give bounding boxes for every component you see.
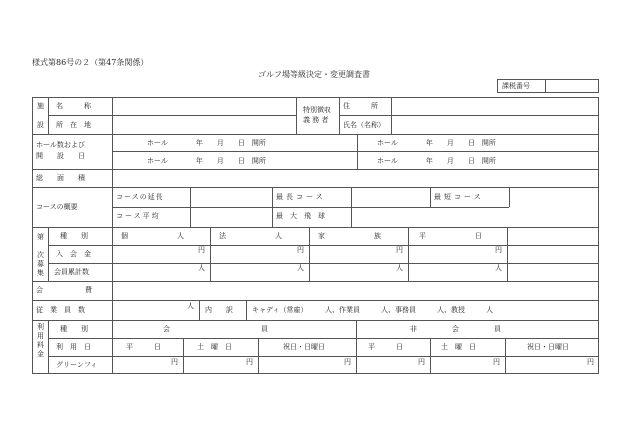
- fee-yen-4: 円: [495, 246, 502, 254]
- total-person-1: 人: [198, 264, 205, 272]
- member-holiday: 祝日・日曜日: [283, 343, 325, 351]
- total-person-3: 人: [396, 264, 403, 272]
- green-fee-yen-3: 円: [344, 358, 351, 366]
- special-collector-label-2: 義 務 者: [303, 116, 329, 124]
- entry-fee-label: 入 会 金: [56, 250, 91, 258]
- form-number: 様式第86号の２（第47条関係）: [32, 58, 149, 67]
- form-frame: [32, 97, 599, 374]
- opening-date-label: 開 設 日: [36, 152, 85, 160]
- address-label: 住 所: [343, 102, 378, 110]
- member-column-label: 会 員: [163, 325, 268, 333]
- person-name-label: 氏名（名称）: [343, 121, 385, 129]
- dues-label: 会 費: [36, 286, 92, 294]
- nonmember-weekday: 平 日: [368, 343, 403, 351]
- fee-yen-1: 円: [198, 246, 205, 254]
- membership-side-label-3: 募: [37, 260, 44, 268]
- member-type-family: 家 族: [318, 232, 381, 240]
- special-collector-label: 特別徴収: [303, 106, 331, 114]
- green-fee-label: グリーンフィ: [56, 361, 98, 369]
- nonmember-holiday: 祝日・日曜日: [527, 343, 569, 351]
- course-average-label: コース平均: [116, 212, 161, 220]
- total-person-2: 人: [297, 264, 304, 272]
- member-type-corporate: 法 人: [219, 232, 282, 240]
- holes-row-2-right: ホール 年 月 日 開所: [377, 157, 496, 165]
- membership-side-label-2: 次: [37, 251, 44, 259]
- fee-yen-3: 円: [396, 246, 403, 254]
- total-person-4: 人: [495, 264, 502, 272]
- max-carry-label: 最 大 飛 球: [276, 212, 325, 220]
- longest-course-label: 最長コース: [276, 193, 326, 201]
- membership-side-label-4: 集: [37, 269, 44, 277]
- fee-yen-2: 円: [297, 246, 304, 254]
- green-fee-yen-5: 円: [493, 358, 500, 366]
- facility-location-label: 所 在 地: [56, 121, 91, 129]
- green-fee-yen-4: 円: [418, 358, 425, 366]
- green-fee-yen-6: 円: [587, 358, 594, 366]
- tax-number-label: 課税番号: [502, 82, 530, 90]
- nonmember-saturday: 土 曜 日: [441, 343, 476, 351]
- nonmember-column-label: 非 会 員: [410, 325, 501, 333]
- green-fee-yen-1: 円: [171, 358, 178, 366]
- staff-person-unit: 人: [187, 302, 194, 310]
- green-fee-yen-2: 円: [246, 358, 253, 366]
- holes-row-1-right: ホール 年 月 日 開所: [377, 139, 496, 147]
- usage-day-label: 利 用 日: [56, 343, 91, 351]
- facility-group-label-bottom: 設: [37, 121, 44, 129]
- holes-row-1-left: ホール 年 月 日 開所: [147, 139, 266, 147]
- member-type-weekday: 平 日: [419, 232, 482, 240]
- holes-row-2-left: ホール 年 月 日 開所: [147, 157, 266, 165]
- member-type-individual: 個 人: [121, 232, 184, 240]
- facility-group-label-top: 施: [37, 102, 44, 110]
- usage-fee-side-label: 利用料金: [37, 323, 44, 358]
- staff-count-label: 従 業 員 数: [36, 306, 85, 314]
- course-outline-label: コースの概要: [36, 203, 78, 211]
- facility-name-label: 名 称: [56, 102, 91, 110]
- holes-label: ホール数および: [36, 141, 85, 149]
- staff-breakdown-text: キャディ（常雇） 人、作業員 人、事務員 人、教授 人: [252, 306, 493, 314]
- membership-side-label-1: 第: [37, 233, 44, 241]
- page-title: ゴルフ場等級決定・変更調査書: [258, 70, 370, 79]
- shortest-course-label: 最短コース: [434, 193, 484, 201]
- member-saturday: 土 曜 日: [197, 343, 232, 351]
- course-length-label: コースの延長: [116, 193, 164, 201]
- membership-type-label: 種 別: [60, 232, 88, 240]
- fee-type-label: 種 別: [60, 325, 88, 333]
- member-weekday: 平 日: [126, 343, 161, 351]
- staff-breakdown-label: 内 訳: [205, 306, 233, 314]
- total-area-label: 総 面 積: [36, 174, 85, 182]
- member-total-label: 会員累計数: [54, 268, 89, 276]
